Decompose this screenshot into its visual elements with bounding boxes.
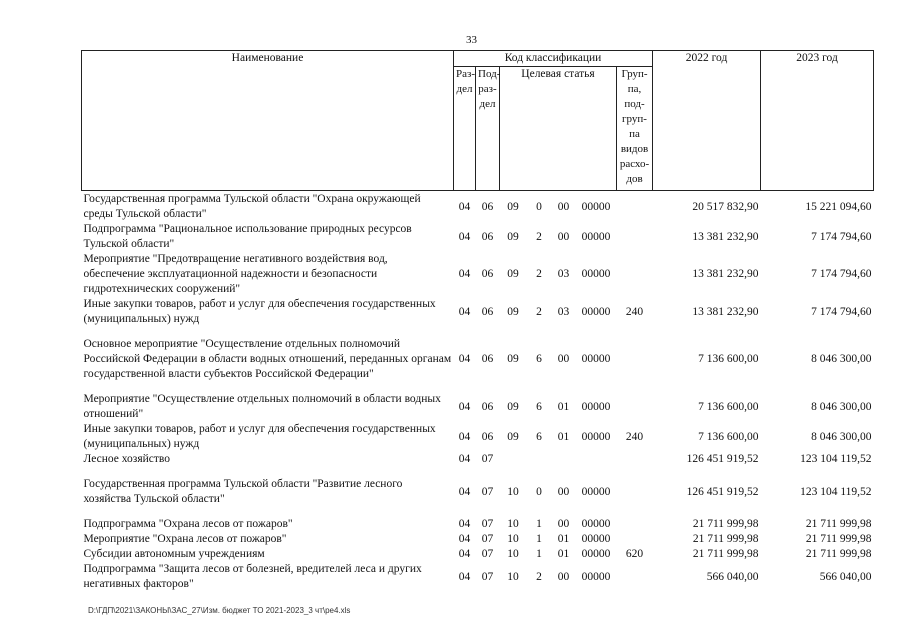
row-name: Мероприятие "Осуществление отдельных полномочий в области водных отношений" <box>83 393 441 420</box>
row-expense-type: 240 <box>625 305 644 318</box>
row-amount-2023: 15 221 094,60 <box>805 200 872 213</box>
row-target-measure: 01 <box>557 533 570 545</box>
row-podrazdel: 06 <box>481 400 494 413</box>
row-podrazdel: 07 <box>481 570 494 583</box>
row-target-direction <box>576 452 617 467</box>
row-amount-2022: 21 711 999,98 <box>692 533 759 545</box>
header-razdel: Раз- дел <box>454 67 476 191</box>
row-target-measure: 01 <box>557 548 570 560</box>
row-razdel: 04 <box>458 485 471 498</box>
row-spacer <box>82 327 874 337</box>
table-row <box>82 517 874 532</box>
row-razdel: 04 <box>458 533 471 545</box>
row-amount-2022: 7 136 600,00 <box>698 400 759 413</box>
row-target-program: 09 <box>507 200 519 213</box>
row-amount-2023: 8 046 300,00 <box>811 400 872 413</box>
row-expense-type <box>617 222 653 252</box>
row-target-subprogram: 2 <box>536 305 542 318</box>
row-target-program: 09 <box>507 353 519 365</box>
row-target-direction: 00000 <box>581 230 611 243</box>
table-row <box>82 532 874 547</box>
row-target-program: 10 <box>507 518 519 530</box>
row-target-program: 09 <box>507 305 519 318</box>
row-target-direction: 00000 <box>581 305 611 318</box>
row-podrazdel: 07 <box>481 485 494 498</box>
row-target-subprogram: 2 <box>536 570 542 583</box>
row-target-subprogram: 0 <box>536 485 542 498</box>
table-row <box>82 547 874 562</box>
row-target-program: 10 <box>507 533 519 545</box>
row-target-direction: 00000 <box>581 200 611 213</box>
row-target-program <box>500 452 527 467</box>
row-target-subprogram: 6 <box>536 353 542 365</box>
row-podrazdel: 06 <box>481 268 494 280</box>
page-number: 33 <box>466 34 477 46</box>
row-amount-2023: 123 104 119,52 <box>800 485 872 498</box>
row-target-subprogram: 6 <box>536 400 542 413</box>
row-amount-2023: 21 711 999,98 <box>805 533 872 545</box>
row-name: Лесное хозяйство <box>83 453 171 465</box>
row-expense-type <box>617 252 653 297</box>
row-amount-2022: 21 711 999,98 <box>692 518 759 530</box>
table-body <box>82 191 874 593</box>
header-podrazdel: Под- раз- дел <box>476 67 500 191</box>
row-target-program: 09 <box>507 230 519 243</box>
row-target-program: 09 <box>507 268 519 280</box>
row-spacer <box>82 382 874 392</box>
row-amount-2023: 123 104 119,52 <box>800 453 872 465</box>
row-target-direction: 00000 <box>581 268 611 280</box>
row-amount-2023: 8 046 300,00 <box>811 430 872 443</box>
row-target-measure: 01 <box>557 400 570 413</box>
row-expense-type <box>617 562 653 592</box>
row-target-direction: 00000 <box>581 548 611 560</box>
row-amount-2023: 21 711 999,98 <box>805 518 872 530</box>
row-amount-2022: 7 136 600,00 <box>698 430 759 443</box>
file-path-footer: D:\ГДП\2021\ЗАКОНЫ\ЗАС_27\Изм. бюджет ТО 2021-2023_3 чт\ре4.xls <box>88 606 351 615</box>
row-target-measure <box>552 452 576 467</box>
row-target-subprogram: 1 <box>536 548 542 560</box>
row-target-measure: 03 <box>557 268 570 280</box>
row-target-subprogram: 1 <box>536 533 542 545</box>
row-name: Государственная программа Тульской области "Развитие лесного хозяйства Тульской области" <box>83 478 403 505</box>
row-target-direction: 00000 <box>581 570 611 583</box>
row-name: Иные закупки товаров, работ и услуг для обеспечения государственных (муниципальных) нужд <box>83 298 436 325</box>
row-spacer <box>82 507 874 517</box>
row-expense-type <box>617 191 653 223</box>
row-razdel: 04 <box>458 268 471 280</box>
row-razdel: 04 <box>458 518 471 530</box>
row-podrazdel: 07 <box>481 533 494 545</box>
row-podrazdel: 06 <box>481 430 494 443</box>
row-name: Основное мероприятие "Осуществление отдельных полномочий Российской Федерации в области водных отношений, переданных органам государственной власти субъектов Российской Федерации" <box>83 338 452 380</box>
row-podrazdel: 06 <box>481 305 494 318</box>
row-target-program: 10 <box>507 548 519 560</box>
header-year-2023: 2023 год <box>761 51 874 191</box>
row-target-measure: 00 <box>557 518 570 530</box>
row-expense-type <box>617 477 653 507</box>
table-row <box>82 562 874 592</box>
row-amount-2022: 126 451 919,52 <box>686 485 759 498</box>
row-target-measure: 00 <box>557 230 570 243</box>
row-expense-type <box>617 532 653 547</box>
row-amount-2022: 566 040,00 <box>706 570 759 583</box>
row-target-subprogram: 0 <box>536 200 542 213</box>
row-podrazdel: 07 <box>481 548 494 560</box>
row-target-subprogram <box>527 452 552 467</box>
row-razdel: 04 <box>458 430 471 443</box>
row-amount-2022: 21 711 999,98 <box>692 548 759 560</box>
row-podrazdel: 06 <box>481 353 494 365</box>
table-row <box>82 297 874 327</box>
row-expense-type <box>617 337 653 382</box>
row-name: Подпрограмма "Рациональное использование природных ресурсов Тульской области" <box>83 223 412 250</box>
row-target-direction: 00000 <box>581 533 611 545</box>
row-amount-2022: 7 136 600,00 <box>698 353 759 365</box>
row-expense-type: 620 <box>625 548 644 560</box>
table-row <box>82 392 874 422</box>
row-razdel: 04 <box>458 230 471 243</box>
row-razdel: 04 <box>458 200 471 213</box>
row-target-measure: 03 <box>557 305 570 318</box>
row-target-direction: 00000 <box>581 430 611 443</box>
header-year-2022: 2022 год <box>653 51 761 191</box>
row-amount-2022: 13 381 232,90 <box>692 305 759 318</box>
row-target-direction: 00000 <box>581 485 611 498</box>
row-target-measure: 00 <box>557 485 570 498</box>
row-name: Субсидии автономным учреждениям <box>83 548 265 560</box>
row-target-subprogram: 2 <box>536 268 542 280</box>
row-target-program: 09 <box>507 430 519 443</box>
row-amount-2022: 20 517 832,90 <box>692 200 759 213</box>
row-target-direction: 00000 <box>581 400 611 413</box>
row-razdel: 04 <box>458 570 471 583</box>
row-expense-type <box>617 392 653 422</box>
table-row <box>82 191 874 223</box>
row-razdel: 04 <box>458 548 471 560</box>
row-podrazdel: 06 <box>481 200 494 213</box>
row-expense-type <box>617 517 653 532</box>
header-name: Наименование <box>82 51 454 191</box>
row-amount-2023: 7 174 794,60 <box>811 230 872 243</box>
header-group: Груп- па, под- груп- па видов расхо- дов <box>617 67 653 191</box>
row-name: Мероприятие "Охрана лесов от пожаров" <box>83 533 287 545</box>
budget-table <box>81 50 874 592</box>
table-row <box>82 252 874 297</box>
row-target-measure: 00 <box>557 200 570 213</box>
row-target-direction: 00000 <box>581 353 611 365</box>
row-amount-2023: 7 174 794,60 <box>811 268 872 280</box>
row-spacer <box>82 467 874 477</box>
header-target: Целевая статья <box>500 67 617 191</box>
row-amount-2023: 21 711 999,98 <box>805 548 872 560</box>
row-target-program: 09 <box>507 400 519 413</box>
row-podrazdel: 06 <box>481 230 494 243</box>
row-name: Подпрограмма "Охрана лесов от пожаров" <box>83 518 293 530</box>
row-razdel: 04 <box>458 305 471 318</box>
table-row <box>82 422 874 452</box>
row-target-measure: 00 <box>557 353 570 365</box>
header-code: Код классификации <box>454 51 653 67</box>
row-expense-type <box>617 452 653 467</box>
table-row <box>82 337 874 382</box>
row-target-program: 10 <box>507 570 519 583</box>
row-target-subprogram: 1 <box>536 518 542 530</box>
row-amount-2023: 7 174 794,60 <box>811 305 872 318</box>
row-name: Иные закупки товаров, работ и услуг для обеспечения государственных (муниципальных) нужд <box>83 423 436 450</box>
row-name: Мероприятие "Предотвращение негативного воздействия вод, обеспечение эксплуатационной надежности и безопасности гидротехнических сооружений" <box>83 253 388 295</box>
row-amount-2022: 13 381 232,90 <box>692 230 759 243</box>
row-target-subprogram: 2 <box>536 230 542 243</box>
row-target-subprogram: 6 <box>536 430 542 443</box>
row-podrazdel: 07 <box>481 518 494 530</box>
row-target-measure: 00 <box>557 570 570 583</box>
row-podrazdel: 07 <box>481 453 494 465</box>
table-row <box>82 477 874 507</box>
row-razdel: 04 <box>458 400 471 413</box>
row-target-program: 10 <box>507 485 519 498</box>
table-row <box>82 222 874 252</box>
table-row <box>82 452 874 467</box>
row-target-direction: 00000 <box>581 518 611 530</box>
row-amount-2023: 8 046 300,00 <box>811 353 872 365</box>
row-name: Государственная программа Тульской области "Охрана окружающей среды Тульской области" <box>83 193 421 220</box>
row-razdel: 04 <box>458 453 471 465</box>
row-target-measure: 01 <box>557 430 570 443</box>
row-amount-2022: 126 451 919,52 <box>686 453 759 465</box>
row-razdel: 04 <box>458 353 471 365</box>
row-expense-type: 240 <box>625 430 644 443</box>
row-name: Подпрограмма "Защита лесов от болезней, вредителей леса и других негативных факторов" <box>83 563 422 590</box>
row-amount-2022: 13 381 232,90 <box>692 268 759 280</box>
row-amount-2023: 566 040,00 <box>819 570 872 583</box>
